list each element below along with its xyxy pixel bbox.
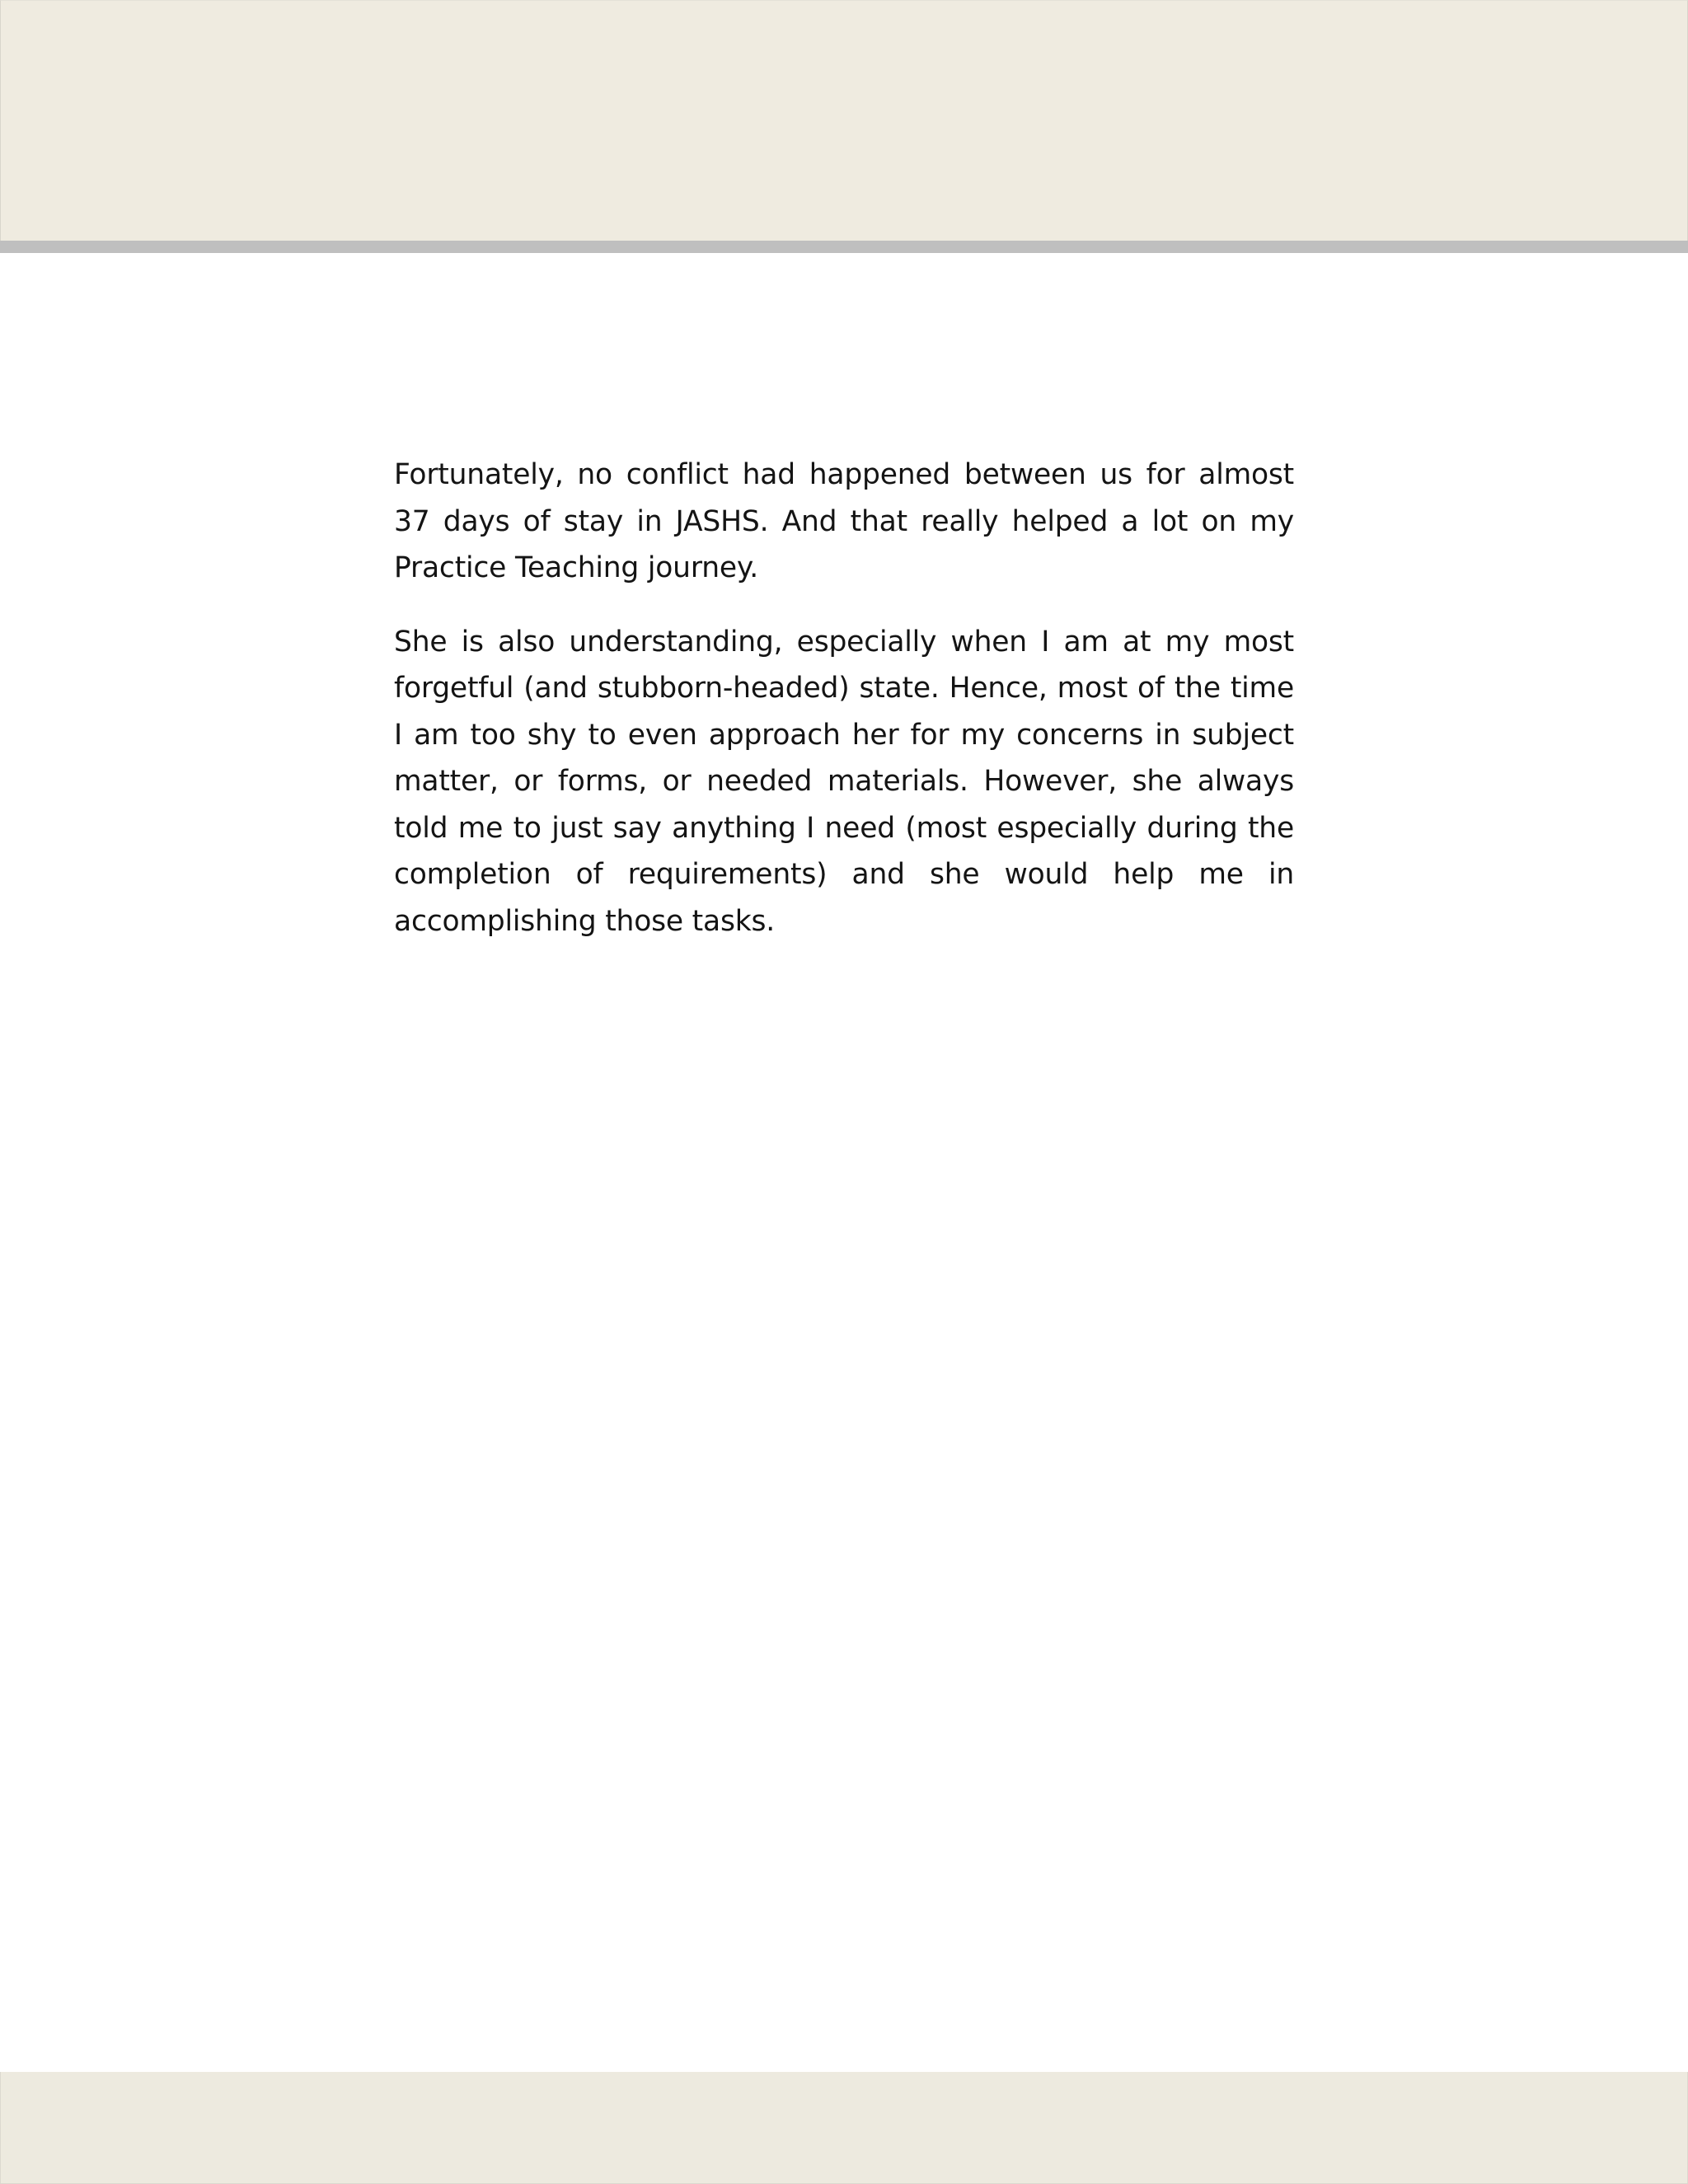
- page-footer-band: [0, 2072, 1688, 2184]
- page-header-band: [0, 0, 1688, 241]
- paragraph-2: She is also understanding, especially when I am at my most forgetful (and stubborn-headed) state. Hence, most of the time I am too shy to even approach her for my concerns in subject matter, or forms, or needed materials. However, she always told me to just say anything I need (most especially during the completion of requirements) and she would help me in accomplishing those tasks.: [394, 625, 1294, 938]
- paragraph-1: Fortunately, no conflict had happened between us for almost 37 days of stay in JASHS. And that really helped a lot on my Practice Teaching journey.: [394, 458, 1294, 584]
- header-divider-rule: [0, 241, 1688, 253]
- document-body: [394, 452, 1294, 944]
